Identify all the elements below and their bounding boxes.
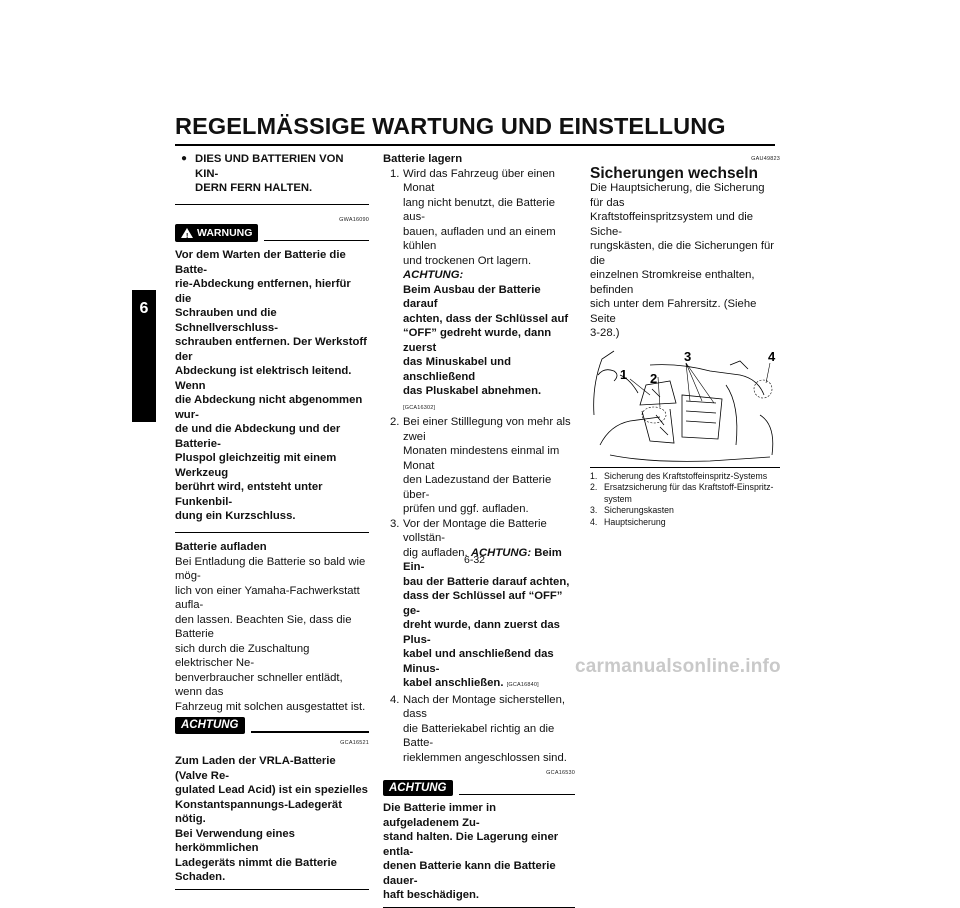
storage-steps [383,167,575,766]
bullet-item [175,152,369,196]
caution-text: Die Batterie immer in aufgeladenem Zu- stand halten. Die Lagerung einer entla- denen Batterie kann die Batterie dauer- haft beschädigen. [383,801,575,903]
warning-code: GWA16090 [175,213,369,228]
caution-badge: ACHTUNG [383,780,453,797]
caption-text: Ersatzsicherung für das Kraftstoff-Einspritz- system [604,482,774,504]
caution-header [175,717,369,734]
fuse-illustration [590,345,780,468]
callout-3: 3 [684,349,691,364]
caption-item [590,471,780,483]
caption-item [590,482,780,505]
charge-heading: Batterie aufladen [175,540,369,555]
caption-text: Sicherungskasten [604,505,674,515]
item-number: 1. [390,167,399,182]
item-number: 4. [390,693,399,708]
figure-captions [590,471,780,529]
divider [175,204,369,206]
caption-number: 2. [590,482,597,494]
callout-4: 4 [768,349,776,364]
item-caution-lead: ACHTUNG: [471,547,531,559]
section-code: GAU49823 [590,152,780,167]
divider [175,532,369,534]
caption-item [590,505,780,517]
caution-code: GCA16530 [383,766,575,781]
storage-heading: Batterie lagern [383,152,575,167]
caution-text: Zum Laden der VRLA-Batterie (Valve Re- gulated Lead Acid) ist ein spezielles Konstantspannungs-Ladegerät nötig. Bei Verwendung eines herkömmlichen Ladegeräts nimmt die Batterie Schaden. [175,754,369,885]
item-code: [GCA16840] [507,682,539,688]
warning-text: Vor dem Warten der Batterie die Batte- rie-Abdeckung entfernen, hierfür die Schrauben und die Schnellverschluss- schrauben entfernen. Der Werkstoff der Abdeckung ist elektrisch leitend. Wenn die Abdeckung nicht abgenommen wur- de und die Abdeckung und der Batterie- Pluspol gleichzeitig mit einem Werkzeug berührt wird, entsteht unter Funkenbil- dung ein Kurzschluss. [175,248,369,524]
item-caution-text: Beim Ein- bau der Batterie darauf achten, dass der Schlüssel auf “OFF” ge- dreht wurde, dann zuerst das Plus- kabel und anschließend das Minus- kabel anschließen. [403,547,569,690]
callout-1: 1 [620,367,627,382]
item-number: 3. [390,517,399,532]
section-heading: Sicherungen wechseln [590,167,780,182]
list-item [383,415,575,517]
caption-number: 3. [590,505,597,517]
item-caution-text: Beim Ausbau der Batterie darauf achten, dass der Schlüssel auf “OFF” gedreht wurde, dann zuerst das Minuskabel und anschließend das Pluskabel abnehmen. [403,284,568,398]
caution-header [383,780,575,797]
charge-text: Bei Entladung die Batterie so bald wie mög- lich von einer Yamaha-Fachwerkstatt aufla- den lassen. Beachten Sie, dass die Batterie sich durch die Zuschaltung elektrischer Ne- benverbraucher schneller entlädt, wenn das Fahrzeug mit solchen ausgestattet ist. [175,555,369,715]
list-item [383,167,575,416]
warning-triangle-icon: ! [181,228,193,238]
bullet-icon: ● [181,152,187,196]
warning-line [264,240,369,242]
item-text: Wird das Fahrzeug über einen Monat lang nicht benutzt, die Batterie aus- bauen, aufladen und an einem kühlen und trockenen Ort lagern. [403,168,556,267]
divider [175,889,369,891]
section-text: Die Hauptsicherung, die Sicherung für das Kraftstoffeinspritzsystem und die Siche- rungskästen, die die Sicherungen für die einzelnen Stromkreise enthalten, befinden sich unter dem Fahrersitz. (Siehe Seite 3-28.) [590,181,780,341]
page-number: 6-32 [464,554,485,566]
item-text: Bei einer Stilllegung von mehr als zwei Monaten mindestens einmal im Monat den Ladezustand der Batterie über- prüfen und ggf. aufladen. [403,416,571,515]
caption-item [590,517,780,529]
list-item [383,517,575,693]
item-number: 2. [390,415,399,430]
title-rule [175,144,775,146]
caption-number: 4. [590,517,597,529]
callout-2: 2 [650,371,657,386]
warning-label: WARNUNG [197,227,252,239]
caption-number: 1. [590,471,597,483]
column-2 [383,152,575,908]
item-text: Vor der Montage die Batterie vollstän- dig aufladen. [403,518,547,559]
caution-line [459,794,576,796]
item-text: Nach der Montage sicherstellen, dass die Batteriekabel richtig an die Batte- rieklemmen angeschlossen sind. [403,694,567,764]
caption-text: Sicherung des Kraftstoffeinspritz-Systems [604,471,767,481]
caption-text: Hauptsicherung [604,517,666,527]
watermark: carmanualsonline.info [575,656,781,678]
item-caution-lead: ACHTUNG: [403,269,463,281]
caution-code: GCA16521 [175,736,369,751]
column-3 [590,152,780,528]
column-1 [175,152,369,890]
item-code: [GCA16302] [403,405,435,411]
chapter-tab: 6 [132,290,156,422]
bullet-text: DIES UND BATTERIEN VON KIN- DERN FERN HALTEN. [195,152,369,196]
list-item [383,693,575,766]
page-title: REGELMÄSSIGE WARTUNG UND EINSTELLUNG [175,113,726,140]
fuse-diagram [590,345,780,467]
caution-badge: ACHTUNG [175,717,245,734]
warning-badge [175,224,258,243]
caution-line [251,731,370,733]
